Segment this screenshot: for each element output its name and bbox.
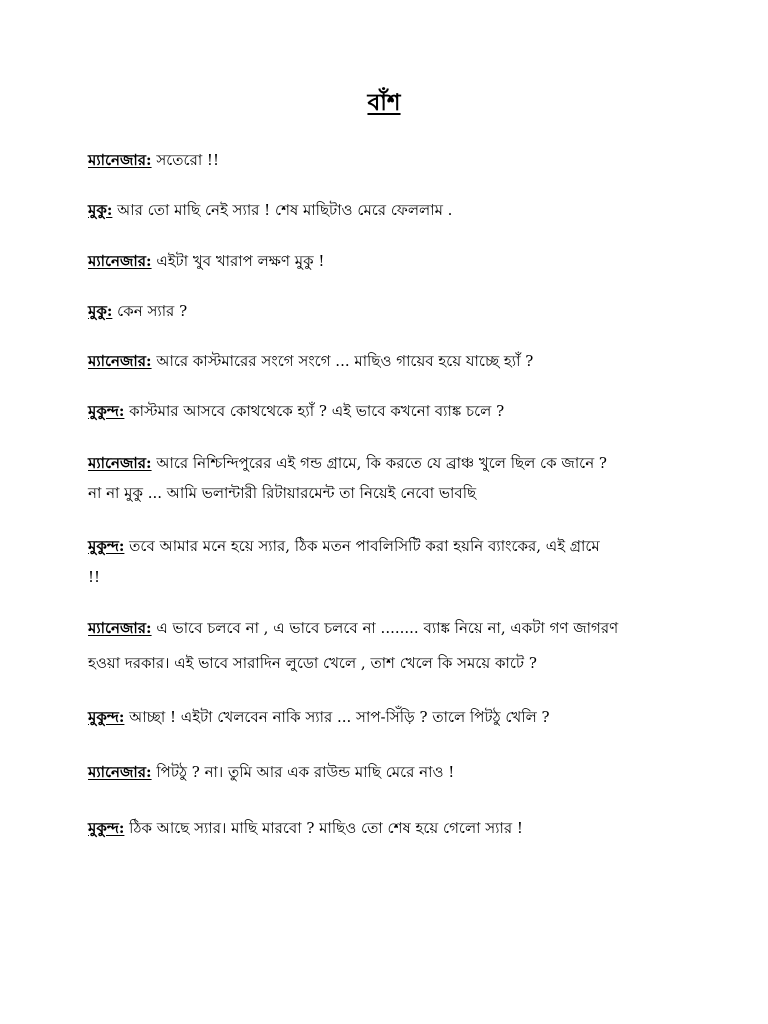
speaker-label: ম্যানেজার: xyxy=(88,454,152,472)
speaker-label: মুকুন্দ: xyxy=(88,819,125,837)
dialogue-line xyxy=(88,250,688,272)
dialogue-text: পিটঠু ? না। তুমি আর এক রাউন্ড মাছি মেরে নাও ! xyxy=(151,763,455,781)
dialogue-text: আরে নিশ্চিন্দিপুরের এই গন্ড গ্রামে, কি করতে যে ব্রাঞ্চ খুলে ছিল কে জানে ? xyxy=(151,454,607,472)
speaker-label: মুকুন্দ: xyxy=(88,537,125,555)
dialogue-text: ঠিক আছে স্যার। মাছি মারবো ? মাছিও তো শেষ হয়ে গেলো স্যার ! xyxy=(124,819,523,837)
dialogue-text: আচ্ছা ! এইটা খেলবেন নাকি স্যার ... সাপ-সিঁড়ি ? তালে পিটঠু খেলি ? xyxy=(124,708,550,726)
dialogue-text: এ ভাবে চলবে না , এ ভাবে চলবে না ........ ব্যাঙ্ক নিয়ে না, একটা গণ জাগরণ xyxy=(151,619,619,637)
dialogue-text: আর তো মাছি নেই স্যার ! শেষ মাছিটাও মেরে ফেললাম . xyxy=(112,201,453,219)
speaker-label: মুকু: xyxy=(88,302,113,320)
dialogue-line xyxy=(88,350,688,372)
dialogue-text-continued: না না মুকু ... আমি ভলান্টারী রিটায়ারমেন্ট তা নিয়েই নেবো ভাবছি xyxy=(88,484,477,502)
speaker-label: ম্যানেজার: xyxy=(88,763,152,781)
dialogue-text: সতেরো !! xyxy=(151,151,219,169)
dialogue-line xyxy=(88,400,688,422)
dialogue-line xyxy=(88,199,688,221)
dialogue-line xyxy=(88,149,688,171)
speaker-label: মুকু: xyxy=(88,201,113,219)
speaker-label: ম্যানেজার: xyxy=(88,252,152,270)
dialogue-text: কাস্টমার আসবে কোথথেকে হ্যাঁ ? এই ভাবে কখনো ব্যাঙ্ক চলে ? xyxy=(124,402,505,420)
dialogue-line xyxy=(88,817,688,839)
dialogue-text-continued: !! xyxy=(88,568,101,586)
dialogue-line xyxy=(88,761,688,783)
dialogue-line xyxy=(88,300,688,322)
dialogue-line xyxy=(88,535,688,588)
dialogue-text: কেন স্যার ? xyxy=(112,302,188,320)
speaker-label: ম্যানেজার: xyxy=(88,619,152,637)
dialogue-line xyxy=(88,706,688,728)
dialogue-text-continued: হওয়া দরকার। এই ভাবে সারাদিন লুডো খেলে , তাশ খেলে কি সময়ে কাটে ? xyxy=(88,654,537,672)
dialogue-text: আরে কাস্টমারের সংগে সংগে ... মাছিও গায়েব হয়ে যাচ্ছে হ্যাঁ ? xyxy=(151,352,534,370)
dialogue-line xyxy=(88,452,688,504)
dialogue-line xyxy=(88,617,688,674)
speaker-label: মুকুন্দ: xyxy=(88,402,125,420)
speaker-label: মুকুন্দ: xyxy=(88,708,125,726)
dialogue-text: এইটা খুব খারাপ লক্ষণ মুকু ! xyxy=(151,252,325,270)
speaker-label: ম্যানেজার: xyxy=(88,352,152,370)
title-text: বাঁশ xyxy=(367,89,401,116)
dialogue-text: তবে আমার মনে হয়ে স্যার, ঠিক মতন পাবলিসিটি করা হয়নি ব্যাংকের, এই গ্রামে xyxy=(124,537,600,555)
document-title xyxy=(0,86,768,120)
speaker-label: ম্যানেজার: xyxy=(88,151,152,169)
